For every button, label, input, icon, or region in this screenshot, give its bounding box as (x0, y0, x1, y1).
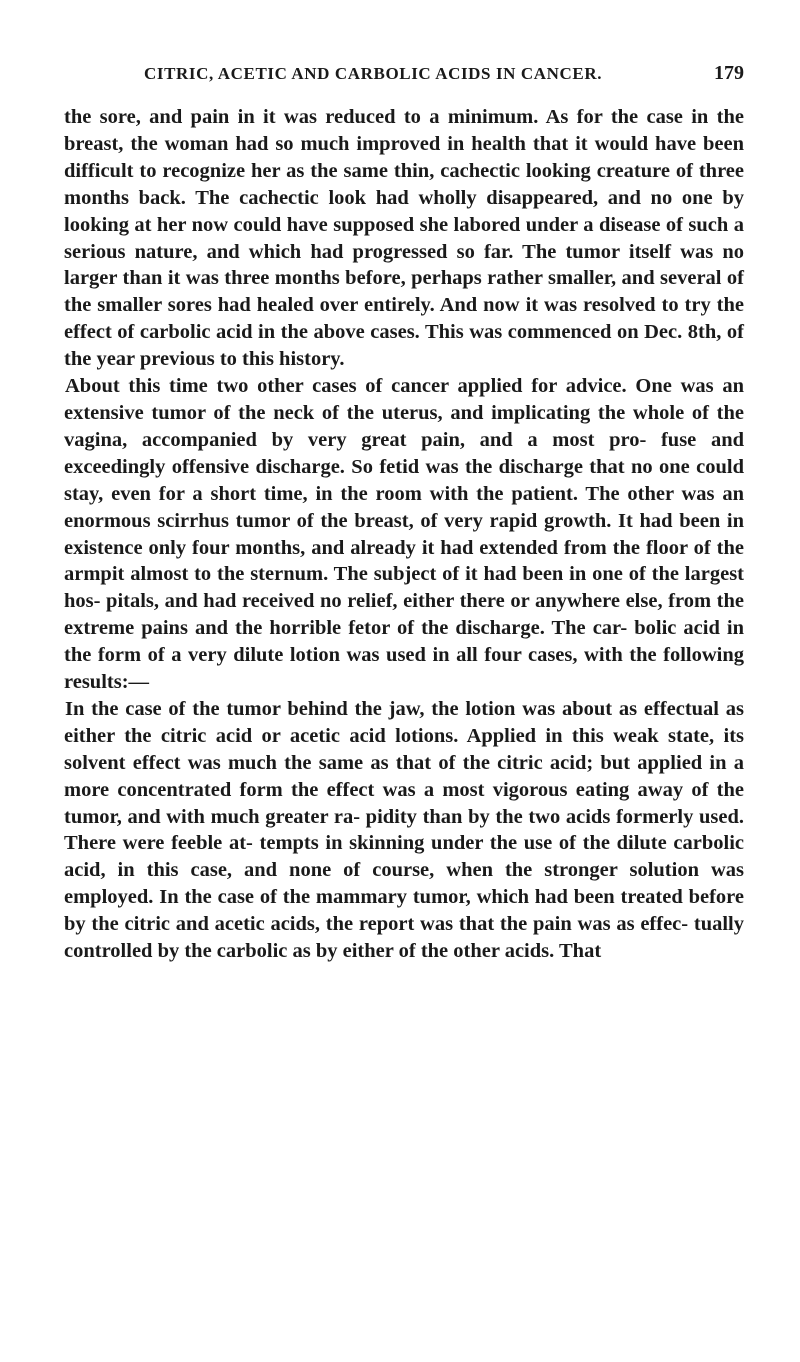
paragraph: In the case of the tumor behind the jaw, the lotion was about as effectual as either the citric acid or acetic acid lotions. Applied in this weak state, its solvent effect was much the same as that of the citric acid; but applied in a more concentrated form the effect was a most vigorous eating away of the tumor, and with much greater ra- pidity than by the two acids formerly used. There were feeble at- tempts in skinning under the use of the dilute carbolic acid, in this case, and none of course, when the stronger solution was employed. In the case of the mammary tumor, which had been treated before by the citric and acetic acids, the report was that the pain was as effec- tually controlled by the carbolic as by either of the other acids. That (64, 697, 744, 963)
page-number: 179 (714, 62, 744, 84)
body-text (64, 104, 744, 965)
book-page (64, 64, 744, 965)
paragraph-continued: the sore, and pain in it was reduced to a minimum. As for the case in the breast, the woman had so much improved in health that it would have been difficult to recognize her as the same thin, cachectic looking creature of three months back. The cachectic look had wholly disappeared, and no one by looking at her now could have supposed she labored under a disease of such a serious nature, and which had progressed so far. The tumor itself was no larger than it was three months before, perhaps rather smaller, and several of the smaller sores had healed over entirely. And now it was resolved to try the effect of carbolic acid in the above cases. This was commenced on Dec. 8th, of the year previous to this history. (64, 106, 744, 371)
running-header (64, 64, 744, 104)
running-title: CITRIC, ACETIC AND CARBOLIC ACIDS IN CANCER. (144, 64, 603, 83)
paragraph: About this time two other cases of cancer applied for advice. One was an extensive tumor of the neck of the uterus, and implicating the whole of the vagina, accompanied by very great pain, and a most pro- fuse and exceedingly offensive discharge. So fetid was the discharge that no one could stay, even for a short time, in the room with the patient. The other was an enormous scirrhus tumor of the breast, of very rapid growth. It had been in existence only four months, and already it had extended from the floor of the armpit almost to the sternum. The subject of it had been in one of the largest hos- pitals, and had received no relief, either there or anywhere else, from the extreme pains and the horrible fetor of the discharge. The car- bolic acid in the form of a very dilute lotion was used in all four cases, with the following results:— (64, 375, 744, 694)
